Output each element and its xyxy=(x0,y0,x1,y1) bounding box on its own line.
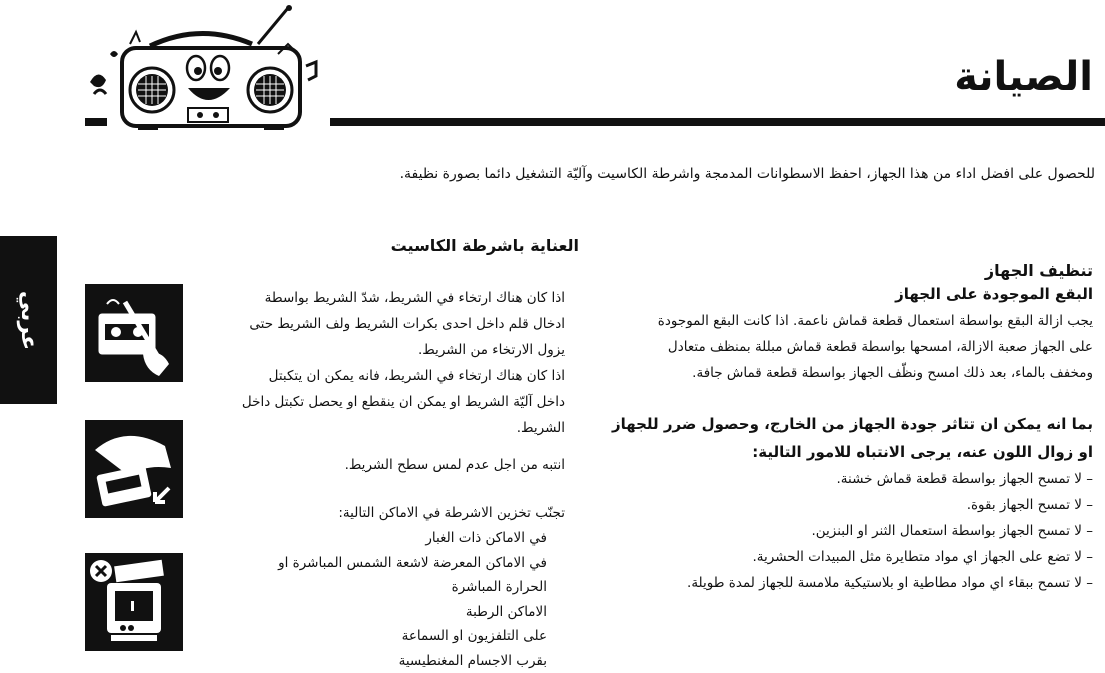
section-title-cassette-care: العناية باشرطة الكاسيت xyxy=(279,236,579,255)
stains-line-3: ومخفف بالماء، بعد ذلك امسح ونظّف الجهاز بواسطة قطعة قماش جافة. xyxy=(613,360,1093,386)
no-tv-storage-icon xyxy=(85,553,183,651)
list-item: الحرارة المباشرة xyxy=(205,575,547,600)
cassette-pencil-icon xyxy=(85,284,183,382)
intro-text: للحصول على افضل اداء من هذا الجهاز، احفظ الاسطوانات المدمجة واشرطة الكاسيت وآليّة التشغيل دائما بصورة نظيفة. xyxy=(5,166,1095,182)
storage-title: تجنّب تخزين الاشرطة في الاماكن التالية: xyxy=(205,500,565,526)
slack-line-4: اذا كان هناك ارتخاء في الشريط، فانه يمكن ان يتكبتل xyxy=(205,363,565,389)
list-item: على التلفزيون او السماعة xyxy=(205,624,547,649)
cassette-touch-icon xyxy=(85,420,183,518)
cleaning-subsection-stains xyxy=(613,280,1093,386)
list-item: الاماكن الرطبة xyxy=(205,600,547,625)
subsection-title-stains: البقع الموجودة على الجهاز xyxy=(613,280,1093,308)
precautions-title-line-1: بما انه يمكن ان تتاثر جودة الجهاز من الخارج، وحصول ضرر للجهاز xyxy=(583,410,1093,438)
cassette-slack-paragraph xyxy=(205,285,565,441)
no-touch-paragraph: انتبه من اجل عدم لمس سطح الشريط. xyxy=(205,452,565,478)
list-item: – لا تسمح ببقاء اي مواد مطاطية او بلاستيكية ملامسة للجهاز لمدة طويلة. xyxy=(583,570,1093,596)
slack-line-5: داخل آليّة الشريط او يمكن ان ينقطع او يحصل تكبتل داخل xyxy=(205,389,565,415)
language-tab-label: عربي xyxy=(0,236,57,404)
header-accent-rule xyxy=(85,118,107,126)
header-rule xyxy=(330,118,1105,126)
slack-line-1: اذا كان هناك ارتخاء في الشريط، شدّ الشريط بواسطة xyxy=(205,285,565,311)
list-item: – لا تضع على الجهاز اي مواد متطايرة مثل المبيدات الحشرية. xyxy=(583,544,1093,570)
precautions-title-line-2: او زوال اللون عنه، يرجى الانتباه للامور التالية: xyxy=(583,438,1093,466)
list-item: – لا تمسح الجهاز بواسطة قطعة قماش خشنة. xyxy=(583,466,1093,492)
slack-line-3: يزول الارتخاء من الشريط. xyxy=(205,337,565,363)
header-illustration xyxy=(80,4,325,132)
boombox-mascot-icon xyxy=(80,4,325,132)
stains-line-2: على الجهاز صعبة الازالة، امسحها بواسطة قطعة قماش مبللة بمنظف متعادل xyxy=(613,334,1093,360)
precautions-list xyxy=(583,466,1093,596)
list-item: – لا تمسح الجهاز بواسطة استعمال الثنر او البنزين. xyxy=(583,518,1093,544)
list-item: في الاماكن المعرضة لاشعة الشمس المباشرة او xyxy=(205,551,547,576)
storage-paragraph xyxy=(205,500,565,673)
slack-line-2: ادخال قلم داخل احدى بكرات الشريط ولف الشريط حتى xyxy=(205,311,565,337)
slack-line-6: الشريط. xyxy=(205,415,565,441)
section-title-cleaning: تنظيف الجهاز xyxy=(793,261,1093,280)
list-item: – لا تمسح الجهاز بقوة. xyxy=(583,492,1093,518)
list-item: في الاماكن ذات الغبار xyxy=(205,526,547,551)
storage-list xyxy=(205,526,565,673)
cleaning-subsection-precautions xyxy=(583,410,1093,596)
list-item: بقرب الاجسام المغنطيسية xyxy=(205,649,547,673)
stains-line-1: يجب ازالة البقع بواسطة استعمال قطعة قماش ناعمة. اذا كانت البقع الموجودة xyxy=(613,308,1093,334)
page-title: الصيانة xyxy=(954,54,1093,100)
